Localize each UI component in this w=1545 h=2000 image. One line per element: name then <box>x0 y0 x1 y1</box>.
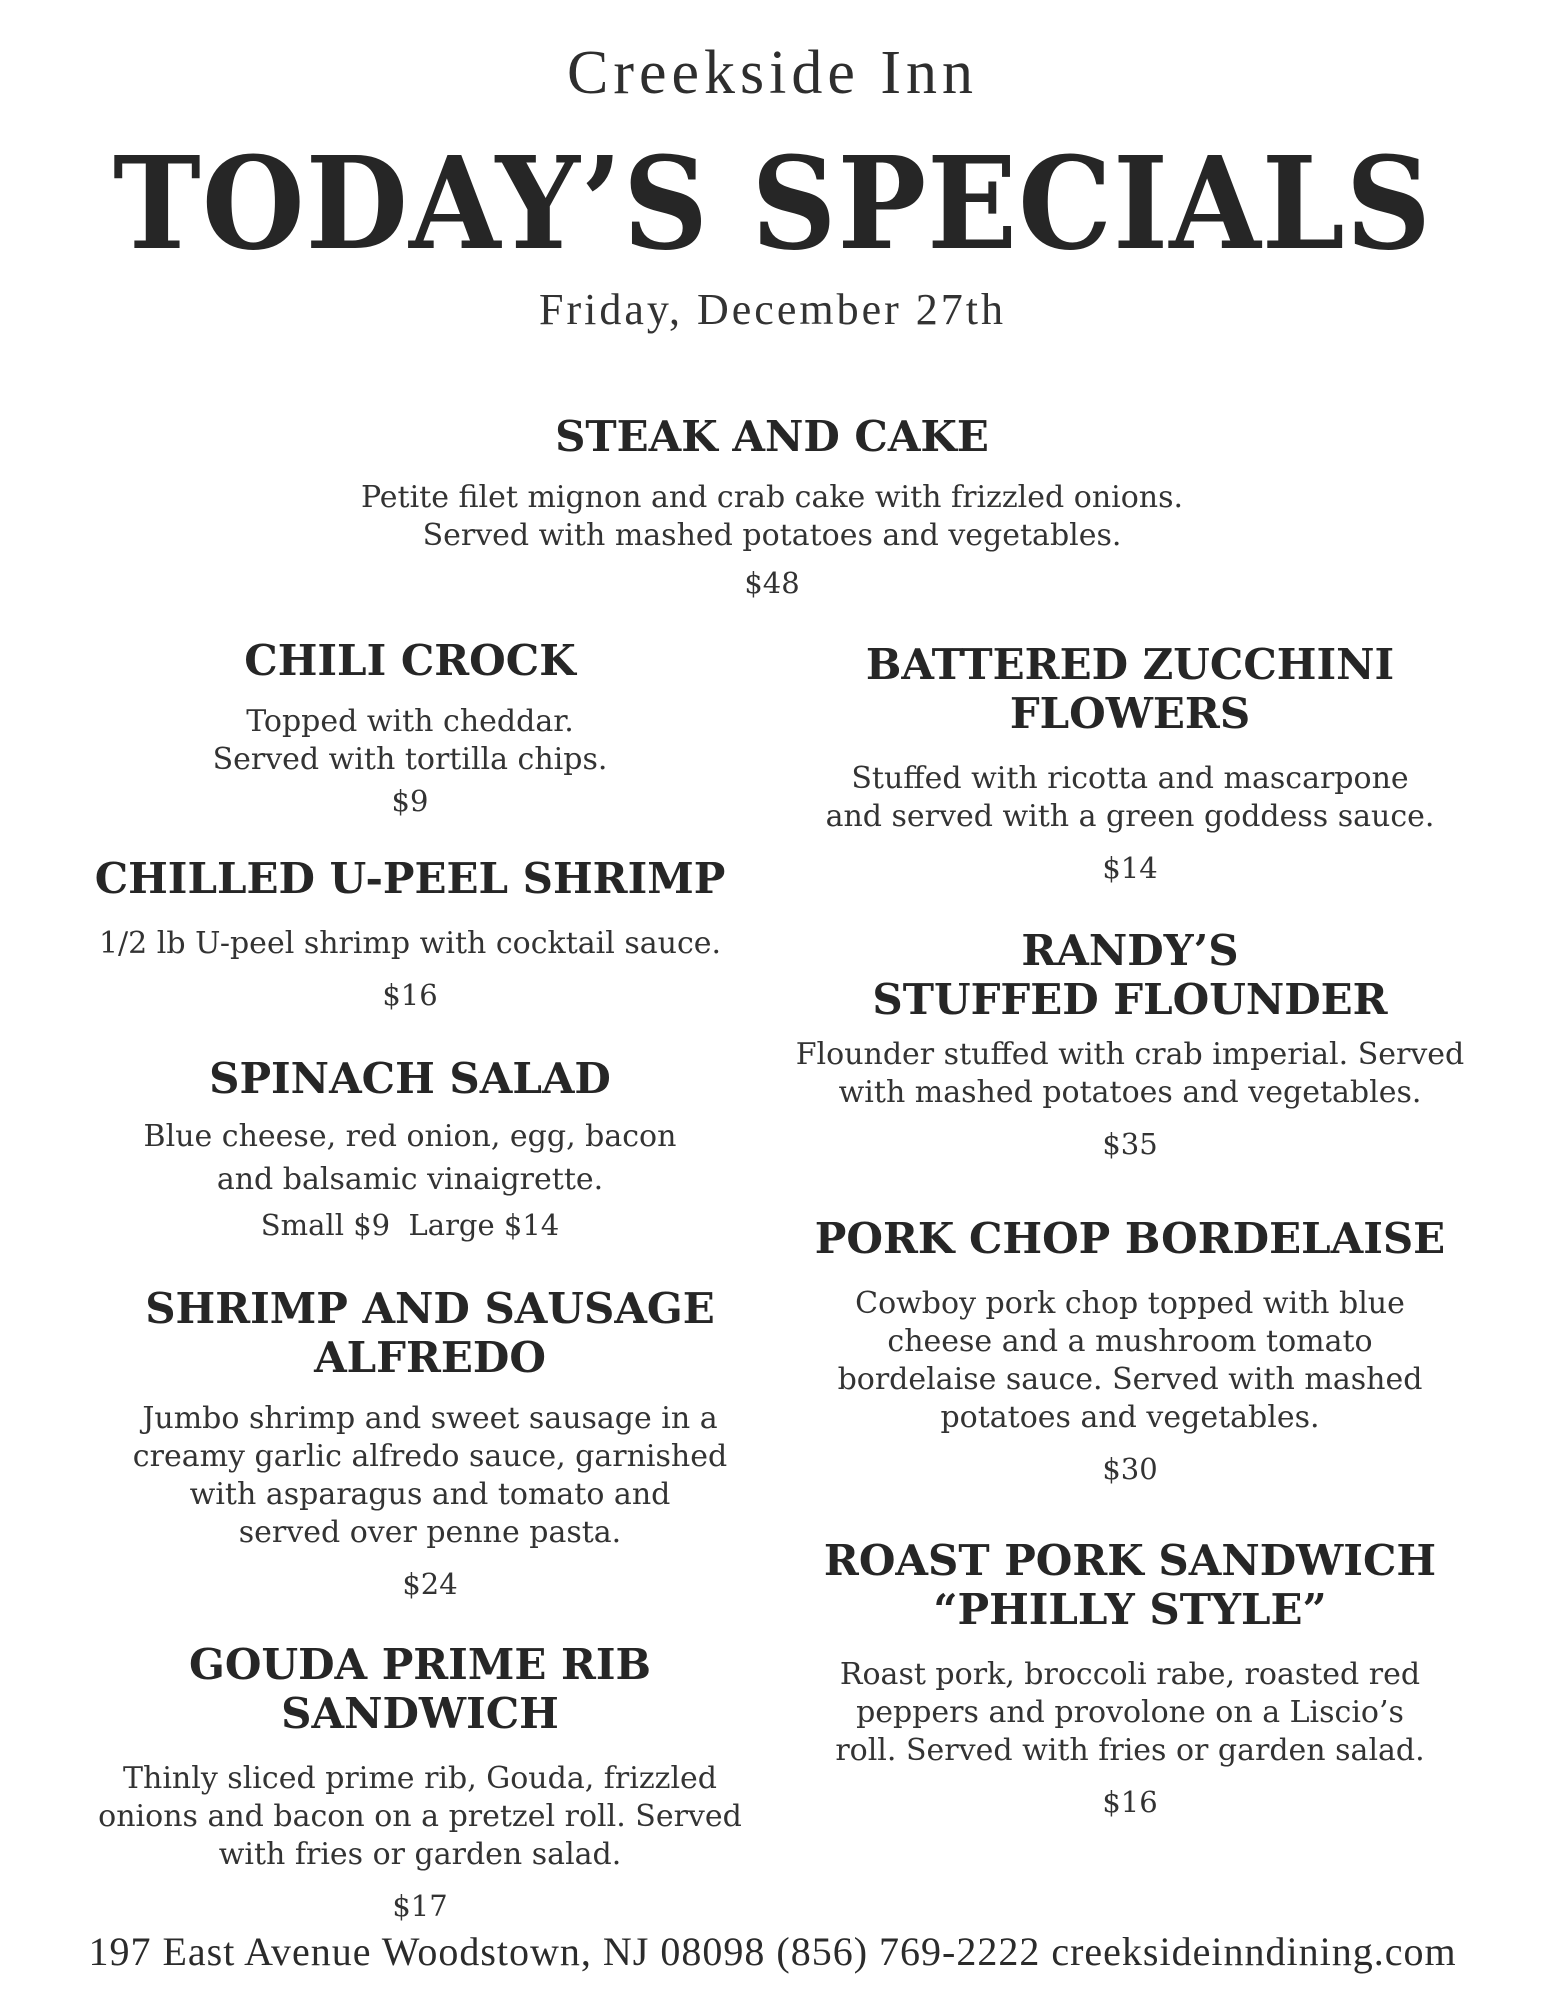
menu-item-price: $14 <box>1102 851 1158 885</box>
menu-item-name: ROAST PORK SANDWICH “PHILLY STYLE” <box>823 1536 1437 1634</box>
menu-date: Friday, December 27th <box>538 285 1006 334</box>
menu-item-name: RANDY’S STUFFED FLOUNDER <box>872 926 1388 1024</box>
menu-item-description: Petite filet mignon and crab cake with frizzled onions. Served with mashed potatoes and vegetables. <box>360 480 1184 553</box>
menu-item-price: $16 <box>382 978 438 1012</box>
menu-item-name: STEAK AND CAKE <box>555 412 989 461</box>
menu-item-description: Stuffed with ricotta and mascarpone and served with a green goddess sauce. <box>825 761 1435 834</box>
menu-item-name: BATTERED ZUCCHINI FLOWERS <box>865 640 1395 738</box>
page-title: TODAY’S SPECIALS <box>113 128 1432 279</box>
menu-item-price: $30 <box>1102 1452 1158 1486</box>
menu-item-name: SPINACH SALAD <box>209 1054 611 1103</box>
restaurant-name: Creekside Inn <box>566 39 979 107</box>
menu-item-price: $16 <box>1102 1785 1158 1819</box>
menu-item-name: GOUDA PRIME RIB SANDWICH <box>188 1640 652 1738</box>
menu-item-price: $17 <box>392 1889 448 1923</box>
menu-item-name: CHILLED U-PEEL SHRIMP <box>94 854 726 903</box>
menu-item-description: Blue cheese, red onion, egg, bacon and balsamic vinaigrette. <box>143 1119 677 1197</box>
menu-item-description: Thinly sliced prime rib, Gouda, frizzled onions and bacon on a pretzel roll. Served with fries or garden salad. <box>98 1761 742 1872</box>
menu-item-randys-stuffed-flounder <box>780 926 1480 1162</box>
menu-item-price: Small $9 Large $14 <box>260 1208 560 1242</box>
menu-item-description: Roast pork, broccoli rabe, roasted red peppers and provolone on a Liscio’s roll. Served with fries or garden salad. <box>835 1657 1425 1768</box>
menu-item-steak-and-cake <box>272 412 1272 601</box>
menu-item-name: PORK CHOP BORDELAISE <box>814 1214 1446 1263</box>
menu-item-price: $48 <box>744 566 800 600</box>
menu-item-price: $9 <box>391 784 429 818</box>
menu-item-pork-chop-bordelaise <box>780 1214 1480 1487</box>
menu-item-description: 1/2 lb U-peel shrimp with cocktail sauce. <box>98 926 722 961</box>
menu-item-shrimp-and-sausage-alfredo <box>80 1284 780 1602</box>
menu-item-name: CHILI CROCK <box>244 636 576 685</box>
menu-item-chili-crock <box>60 636 760 819</box>
menu-item-price: $35 <box>1102 1127 1158 1161</box>
menu-item-gouda-prime-rib-sandwich <box>50 1640 790 1924</box>
menu-item-spinach-salad <box>60 1054 760 1243</box>
menu-item-description: Cowboy pork chop topped with blue cheese and a mushroom tomato bordelaise sauce. Served with mashed potatoes and vegetables. <box>837 1286 1423 1435</box>
menu-item-description: Jumbo shrimp and sweet sausage in a creamy garlic alfredo sauce, garnished with asparagus and tomato and served over penne pasta. <box>132 1401 728 1550</box>
menu-item-description: Flounder stuffed with crab imperial. Served with mashed potatoes and vegetables. <box>795 1037 1465 1110</box>
menu-item-battered-zucchini-flowers <box>780 640 1480 886</box>
footer-contact-info: 197 East Avenue Woodstown, NJ 08098 (856) 769-2222 creeksideinndining.com <box>88 1929 1457 1974</box>
menu-item-price: $24 <box>402 1567 458 1601</box>
menu-item-roast-pork-sandwich <box>780 1536 1480 1820</box>
menu-item-description: Topped with cheddar. Served with tortilla chips. <box>212 704 608 777</box>
menu-item-name: SHRIMP AND SAUSAGE ALFREDO <box>145 1284 715 1382</box>
menu-item-chilled-u-peel-shrimp <box>60 854 760 1013</box>
